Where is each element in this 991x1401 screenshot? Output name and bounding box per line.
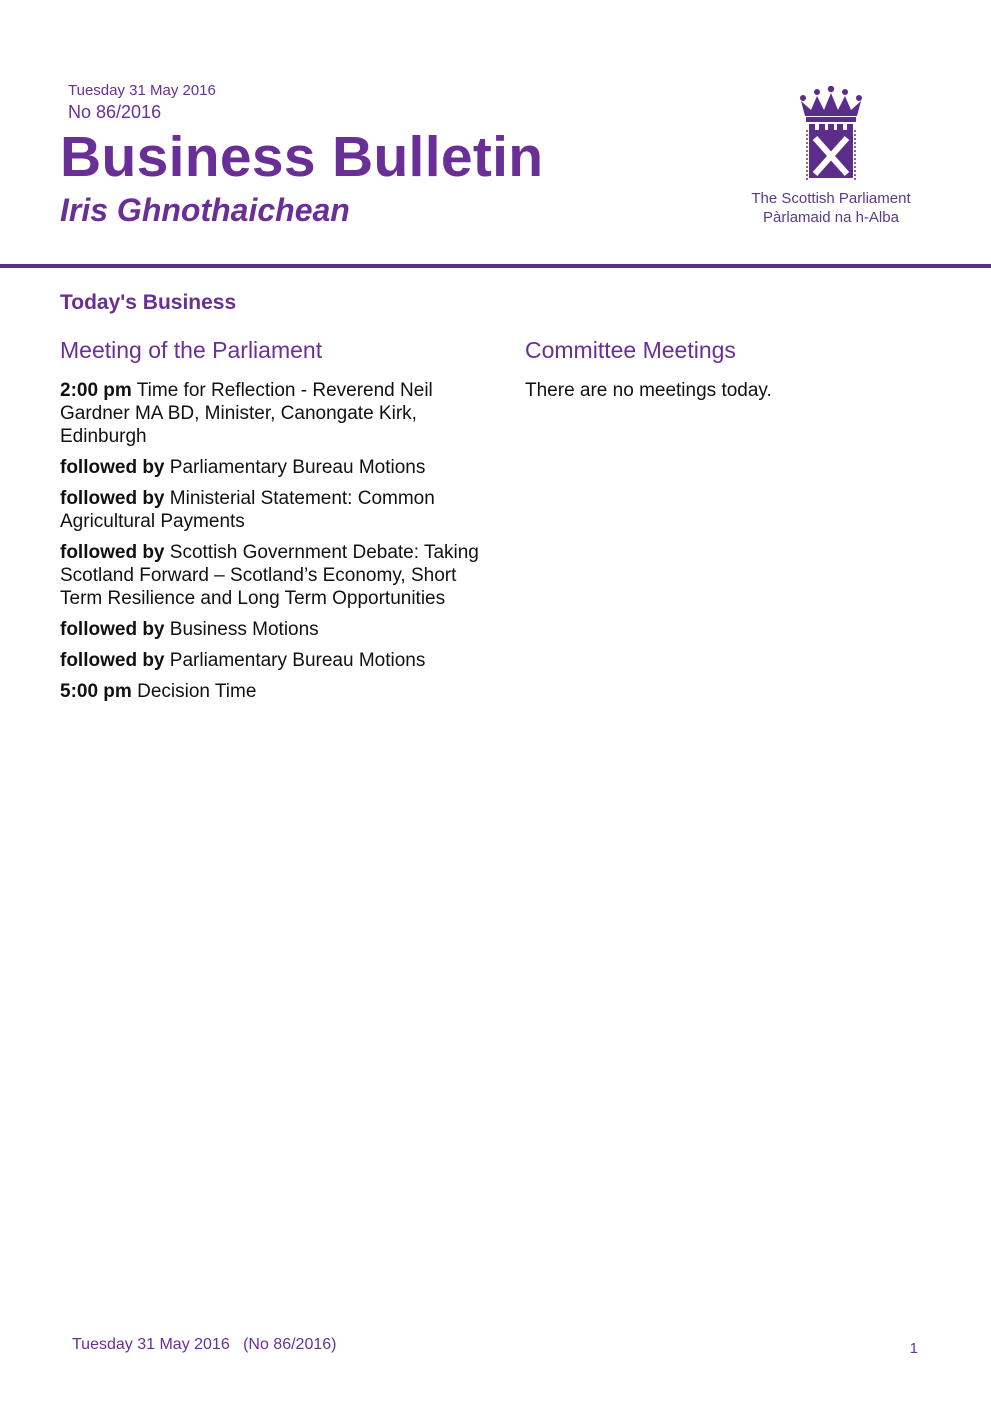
- footer-date: Tuesday 31 May 2016: [72, 1336, 230, 1353]
- agenda-item: [60, 541, 480, 610]
- agenda-text: Business Motions: [169, 619, 319, 640]
- parliament-logo: [740, 86, 922, 236]
- agenda-item: [60, 680, 480, 703]
- logo-text-gaelic: Pàrlamaid na h-Alba: [763, 209, 899, 226]
- section-title: Today's Business: [60, 291, 237, 314]
- agenda-text: Parliamentary Bureau Motions: [169, 650, 426, 671]
- scottish-parliament-crest-icon: [797, 86, 865, 188]
- logo-text-english: The Scottish Parliament: [751, 190, 911, 207]
- agenda-time: 2:00 pm: [60, 380, 132, 401]
- agenda-item: [60, 618, 480, 641]
- committee-text: There are no meetings today.: [525, 380, 772, 401]
- footer-info: [72, 1336, 336, 1354]
- agenda-item: [60, 456, 480, 479]
- agenda-item: [60, 379, 480, 448]
- agenda-text: Parliamentary Bureau Motions: [169, 457, 426, 478]
- agenda-time: followed by: [60, 650, 165, 671]
- agenda-time: followed by: [60, 542, 165, 563]
- agenda-time: 5:00 pm: [60, 681, 132, 702]
- agenda-item: [60, 649, 480, 672]
- header-divider: [0, 264, 991, 268]
- footer-number: (No 86/2016): [243, 1336, 337, 1353]
- agenda-text: Scottish Government Debate: Taking Scotland Forward – Scotland’s Economy, Short Term Resilience and Long Term Opportunities: [60, 542, 479, 609]
- page-number: 1: [909, 1340, 918, 1357]
- agenda-time: followed by: [60, 457, 165, 478]
- agenda-item: [60, 487, 480, 533]
- bulletin-subtitle: Iris Ghnothaichean: [60, 192, 350, 228]
- meeting-heading: Meeting of the Parliament: [60, 337, 323, 363]
- bulletin-number: No 86/2016: [68, 102, 162, 122]
- committee-column: [525, 337, 945, 410]
- agenda-time: followed by: [60, 619, 165, 640]
- meeting-column: [60, 337, 480, 711]
- agenda-text: Ministerial Statement: Common Agricultural Payments: [60, 488, 435, 532]
- committee-heading: Committee Meetings: [525, 337, 736, 363]
- bulletin-date: Tuesday 31 May 2016: [68, 82, 216, 99]
- bulletin-title: Business Bulletin: [60, 125, 544, 189]
- agenda-time: followed by: [60, 488, 165, 509]
- agenda-text: Time for Reflection - Reverend Neil Gardner MA BD, Minister, Canongate Kirk, Edinburgh: [60, 380, 433, 447]
- agenda-text: Decision Time: [137, 681, 257, 702]
